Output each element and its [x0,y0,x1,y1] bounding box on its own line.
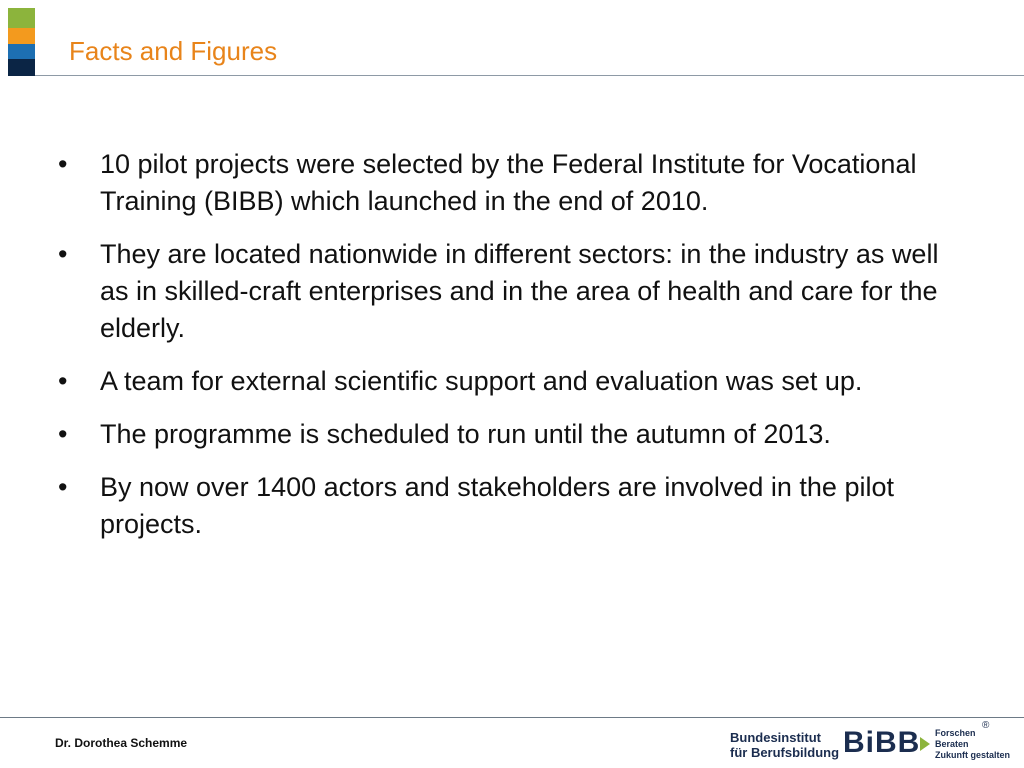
logo-institute-name [730,730,839,760]
footer-divider [0,717,1024,718]
author-name: Dr. Dorothea Schemme [55,736,188,750]
bullet-text: A team for external scientific support and evaluation was set up. [100,366,863,396]
brand-stripe-navy [8,59,35,76]
slide-title: Facts and Figures [69,36,278,66]
bibb-logo [730,722,1015,764]
bullet-marker: • [58,472,68,502]
list-item [58,236,968,347]
bullet-text: By now over 1400 actors and stakeholders are involved in the pilot projects. [100,472,894,539]
bullet-marker: • [58,419,68,449]
brand-stripe-green [8,8,35,28]
header-divider [35,75,1024,76]
logo-tag-3: Zukunft gestalten [935,750,1011,760]
logo-line-2: für Berufsbildung [730,745,840,760]
logo-tag-2: Beraten [935,739,969,749]
logo-mark: BiBB [843,726,921,759]
brand-stripe-blue [8,44,35,59]
bullet-text: The programme is scheduled to run until the autumn of 2013. [100,419,831,449]
list-item [58,146,968,220]
brand-stripe-orange [8,28,35,44]
logo-tag-1: Forschen [935,728,976,738]
list-item [58,469,968,543]
bullet-text: They are located nationwide in different sectors: in the industry as well as in skilled-craft enterprises and in the area of health and care for the elderly. [100,239,939,343]
bullet-marker: • [58,149,68,179]
bullet-marker: • [58,239,68,269]
registered-mark: ® [982,720,990,731]
logo-arrow-icon [920,737,930,751]
list-item [58,416,968,453]
logo-tagline [935,728,1010,761]
logo-line-1: Bundesinstitut [730,730,821,745]
bullet-marker: • [58,366,68,396]
list-item [58,363,968,400]
bullet-list [58,146,968,559]
bullet-text: 10 pilot projects were selected by the Federal Institute for Vocational Training (BIBB) which launched in the end of 2010. [100,149,917,216]
